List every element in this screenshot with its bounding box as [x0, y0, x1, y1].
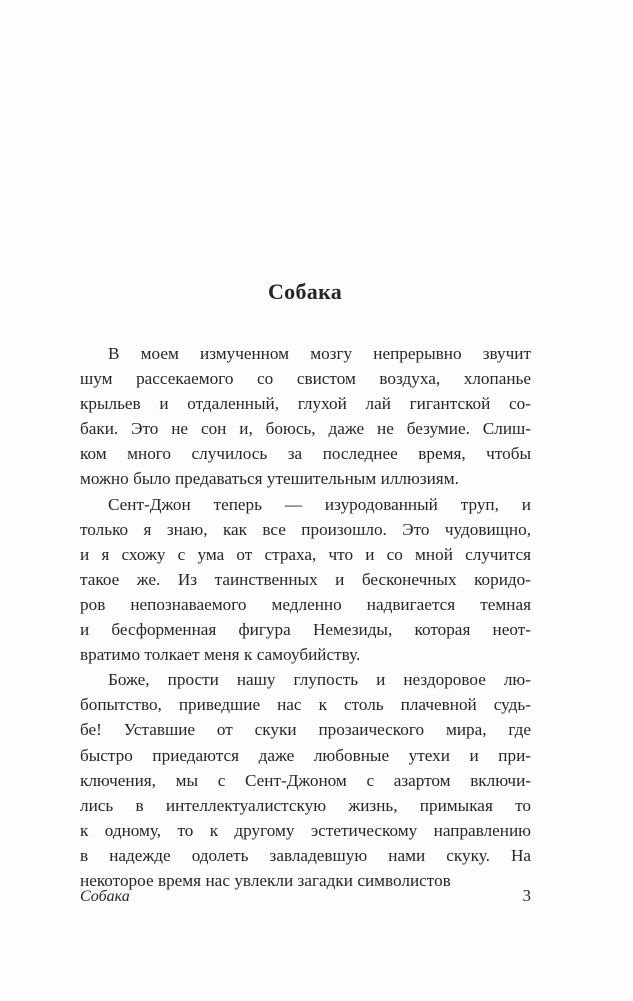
- text-line: можно было предаваться утешительным иллюзиям.: [80, 469, 459, 489]
- body-paragraph: [80, 492, 531, 668]
- text-line: ком много случилось за последнее время, чтобы: [80, 444, 531, 464]
- text-line: только я знаю, как все произошло. Это чудовищно,: [80, 519, 531, 539]
- page-footer: [80, 886, 531, 907]
- text-line: шум рассекаемого со свистом воздуха, хлопанье: [80, 369, 531, 389]
- text-line: некоторое время нас увлекли загадки символистов: [80, 870, 451, 890]
- text-line: лись в интеллектуалистскую жизнь, примыкая то: [80, 795, 531, 815]
- text-line: бопытство, приведшие нас к столь плачевной судь-: [80, 695, 531, 715]
- text-line: Сент-Джон теперь — изуродованный труп, и: [108, 494, 531, 514]
- text-line: в надежде одолеть завладевшую нами скуку. На: [80, 845, 531, 865]
- text-line: такое же. Из таинственных и бесконечных коридо-: [80, 569, 531, 589]
- text-line: крыльев и отдаленный, глухой лай гигантской со-: [80, 394, 531, 414]
- text-line: В моем измученном мозгу непрерывно звучит: [108, 344, 531, 363]
- body-text-column: [80, 341, 531, 893]
- page-number: 3: [522, 886, 531, 905]
- text-line: и бесформенная фигура Немезиды, которая неот-: [80, 620, 531, 640]
- text-line: Боже, прости нашу глупость и нездоровое лю-: [108, 670, 531, 690]
- text-line: ров непознаваемого медленно надвигается темная: [80, 594, 531, 614]
- page-title: Собака: [267, 279, 343, 304]
- footer-running-head: Собака: [80, 888, 130, 905]
- text-line: баки. Это не сон и, боюсь, даже не безумие. Слиш-: [80, 419, 531, 439]
- body-paragraph: [80, 667, 531, 893]
- body-paragraph: [80, 341, 531, 492]
- text-line: к одному, то к другому эстетическому направлению: [80, 820, 531, 840]
- text-line: быстро приедаются даже любовные утехи и при-: [80, 745, 531, 765]
- text-line: вратимо толкает меня к самоубийству.: [80, 645, 361, 665]
- text-line: и я схожу с ума от страха, что и со мной случится: [80, 544, 531, 564]
- text-line: бе! Уставшие от скуки прозаического мира, где: [80, 720, 531, 740]
- text-line: ключения, мы с Сент-Джоном с азартом включи-: [80, 770, 531, 790]
